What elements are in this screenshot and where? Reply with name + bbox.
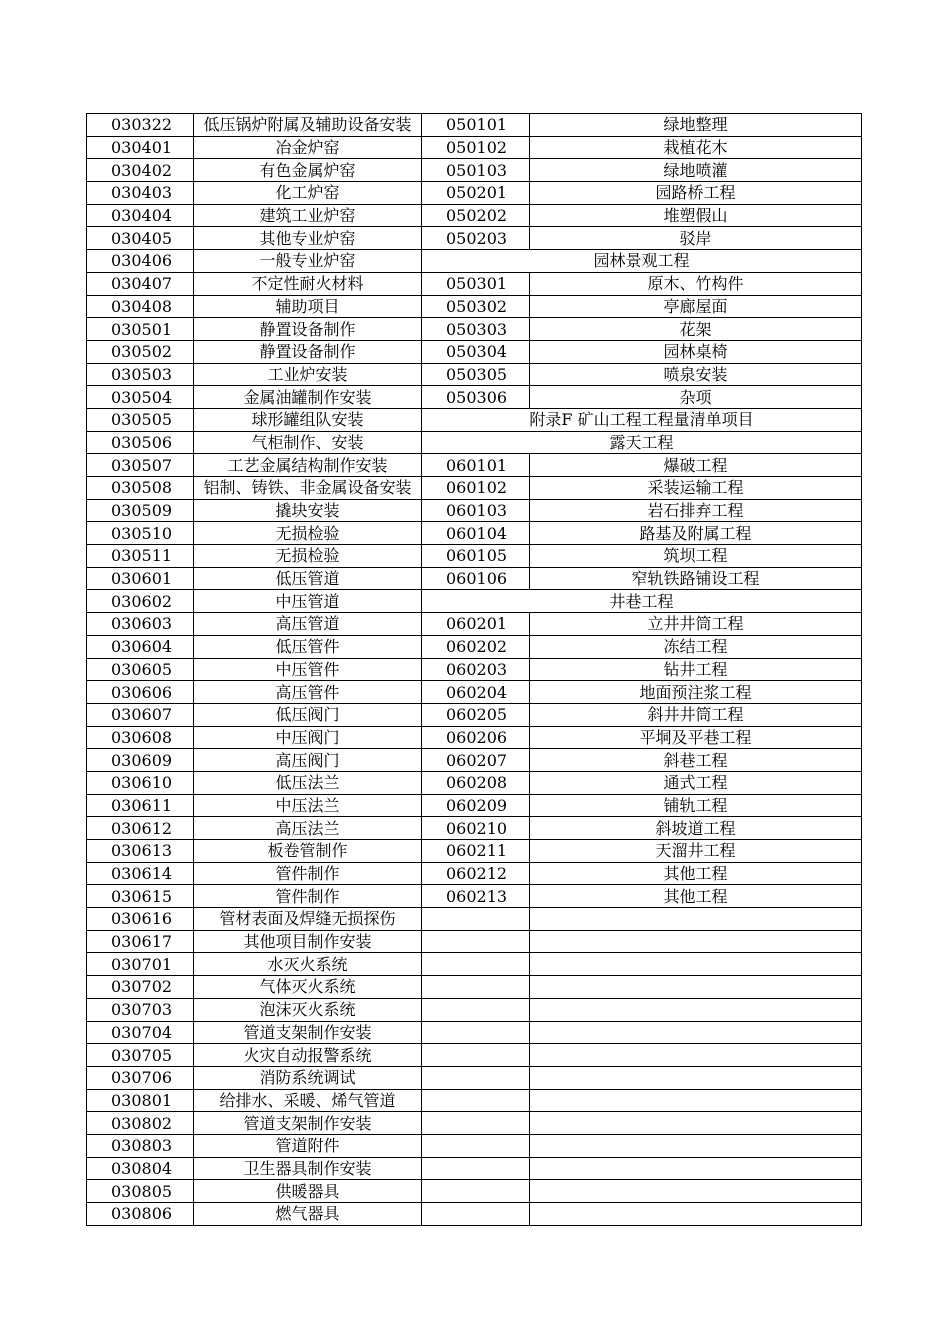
item-name-cell-right[interactable] — [530, 953, 862, 976]
item-code-cell[interactable]: 030806 — [87, 1203, 194, 1226]
table-row — [87, 908, 862, 931]
table-row — [87, 567, 862, 590]
item-name-cell-right[interactable] — [530, 1089, 862, 1112]
table-row — [87, 1089, 862, 1112]
table-row — [87, 681, 862, 704]
item-code-cell-right[interactable]: 060207 — [422, 749, 530, 772]
item-code-cell-right[interactable]: 050102 — [422, 136, 530, 159]
item-code-cell[interactable]: 030505 — [87, 408, 194, 431]
item-name-cell[interactable]: 低压管道 — [194, 567, 422, 590]
item-code-cell[interactable]: 030601 — [87, 567, 194, 590]
item-name-cell[interactable]: 工艺金属结构制作安装 — [194, 454, 422, 477]
item-code-cell[interactable]: 030401 — [87, 136, 194, 159]
item-code-cell-right[interactable]: 060206 — [422, 726, 530, 749]
table-row — [87, 726, 862, 749]
table-row — [87, 386, 862, 409]
item-name-cell[interactable]: 工业炉安装 — [194, 363, 422, 386]
item-name-cell[interactable]: 低压阀门 — [194, 703, 422, 726]
table-row — [87, 363, 862, 386]
item-name-cell[interactable]: 有色金属炉窑 — [194, 159, 422, 182]
item-name-cell-right[interactable]: 窄轨铁路铺设工程 — [530, 567, 862, 590]
item-name-cell[interactable]: 金属油罐制作安装 — [194, 386, 422, 409]
item-name-cell[interactable]: 管件制作 — [194, 885, 422, 908]
item-code-cell-right[interactable]: 050103 — [422, 159, 530, 182]
item-name-cell[interactable]: 消防系统调试 — [194, 1066, 422, 1089]
item-code-cell[interactable]: 030609 — [87, 749, 194, 772]
item-code-cell[interactable]: 030603 — [87, 613, 194, 636]
item-name-cell[interactable]: 管道附件 — [194, 1134, 422, 1157]
item-name-cell-right[interactable]: 天溜井工程 — [530, 840, 862, 863]
item-name-cell-right[interactable]: 栽植花木 — [530, 136, 862, 159]
item-name-cell[interactable]: 静置设备制作 — [194, 340, 422, 363]
item-code-cell-right[interactable]: 050203 — [422, 227, 530, 250]
table-row — [87, 295, 862, 318]
item-code-cell[interactable]: 030703 — [87, 998, 194, 1021]
item-code-cell-right[interactable] — [422, 1089, 530, 1112]
item-name-cell[interactable]: 无损检验 — [194, 545, 422, 568]
item-code-cell[interactable]: 030602 — [87, 590, 194, 613]
item-name-cell[interactable]: 中压管道 — [194, 590, 422, 613]
item-code-cell[interactable]: 030405 — [87, 227, 194, 250]
item-code-cell-right[interactable] — [422, 998, 530, 1021]
item-code-cell[interactable]: 030407 — [87, 272, 194, 295]
item-name-cell-right[interactable] — [530, 1134, 862, 1157]
item-code-cell[interactable]: 030605 — [87, 658, 194, 681]
item-code-cell[interactable]: 030403 — [87, 182, 194, 205]
item-name-cell-right[interactable]: 斜坡道工程 — [530, 817, 862, 840]
item-name-cell-right[interactable] — [530, 908, 862, 931]
item-code-cell-right[interactable]: 050306 — [422, 386, 530, 409]
item-name-cell-right[interactable] — [530, 1180, 862, 1203]
item-code-cell-right[interactable]: 060101 — [422, 454, 530, 477]
item-name-cell-right[interactable] — [530, 998, 862, 1021]
item-name-cell-right[interactable]: 绿地整理 — [530, 114, 862, 137]
item-code-cell[interactable]: 030502 — [87, 340, 194, 363]
item-name-cell[interactable]: 低压锅炉附属及辅助设备安装 — [194, 114, 422, 137]
item-name-cell[interactable]: 撬块安装 — [194, 499, 422, 522]
item-name-cell[interactable]: 建筑工业炉窑 — [194, 204, 422, 227]
item-code-cell-right[interactable] — [422, 1044, 530, 1067]
item-name-cell[interactable]: 管材表面及焊缝无损探伤 — [194, 908, 422, 931]
table-row — [87, 522, 862, 545]
item-name-cell-right[interactable]: 喷泉安装 — [530, 363, 862, 386]
item-name-cell-right[interactable] — [530, 976, 862, 999]
table-row — [87, 159, 862, 182]
item-code-cell[interactable]: 030501 — [87, 318, 194, 341]
table-row — [87, 227, 862, 250]
table-row — [87, 408, 862, 431]
item-code-cell-right[interactable]: 060208 — [422, 771, 530, 794]
table-row — [87, 1180, 862, 1203]
item-name-cell[interactable]: 卫生器具制作安装 — [194, 1157, 422, 1180]
item-code-cell[interactable]: 030503 — [87, 363, 194, 386]
table-row — [87, 613, 862, 636]
item-name-cell[interactable]: 球形罐组队安装 — [194, 408, 422, 431]
item-name-cell[interactable]: 化工炉窑 — [194, 182, 422, 205]
item-code-cell[interactable]: 030611 — [87, 794, 194, 817]
item-name-cell[interactable]: 低压管件 — [194, 635, 422, 658]
item-name-cell[interactable]: 高压法兰 — [194, 817, 422, 840]
item-name-cell[interactable]: 高压管件 — [194, 681, 422, 704]
item-name-cell-right[interactable]: 其他工程 — [530, 862, 862, 885]
item-code-cell[interactable]: 030706 — [87, 1066, 194, 1089]
table-row — [87, 545, 862, 568]
item-name-cell-right[interactable]: 绿地喷灌 — [530, 159, 862, 182]
item-name-cell[interactable]: 辅助项目 — [194, 295, 422, 318]
item-code-cell-right[interactable]: 060205 — [422, 703, 530, 726]
item-code-cell[interactable]: 030612 — [87, 817, 194, 840]
item-code-cell[interactable]: 030701 — [87, 953, 194, 976]
item-code-cell-right[interactable]: 050303 — [422, 318, 530, 341]
item-code-cell-right[interactable]: 060203 — [422, 658, 530, 681]
item-code-cell[interactable]: 030408 — [87, 295, 194, 318]
item-code-cell-right[interactable]: 050302 — [422, 295, 530, 318]
item-name-cell[interactable]: 冶金炉窑 — [194, 136, 422, 159]
item-code-cell-right[interactable]: 060211 — [422, 840, 530, 863]
item-name-cell-right[interactable]: 斜巷工程 — [530, 749, 862, 772]
item-code-cell-right[interactable] — [422, 1157, 530, 1180]
item-code-cell[interactable]: 030322 — [87, 114, 194, 137]
item-name-cell-right[interactable]: 筑坝工程 — [530, 545, 862, 568]
item-name-cell-right[interactable]: 路基及附属工程 — [530, 522, 862, 545]
item-name-cell-right[interactable]: 花架 — [530, 318, 862, 341]
table-row — [87, 658, 862, 681]
item-name-cell-right[interactable]: 园路桥工程 — [530, 182, 862, 205]
item-code-cell-right[interactable] — [422, 953, 530, 976]
item-code-cell[interactable]: 030506 — [87, 431, 194, 454]
item-code-cell-right[interactable]: 060102 — [422, 477, 530, 500]
item-code-cell[interactable]: 030802 — [87, 1112, 194, 1135]
item-name-cell[interactable]: 中压管件 — [194, 658, 422, 681]
item-code-cell-right[interactable] — [422, 1021, 530, 1044]
item-name-cell[interactable]: 高压阀门 — [194, 749, 422, 772]
item-code-cell-right[interactable]: 050201 — [422, 182, 530, 205]
item-name-cell[interactable]: 高压管道 — [194, 613, 422, 636]
item-code-cell[interactable]: 030508 — [87, 477, 194, 500]
item-code-cell[interactable]: 030704 — [87, 1021, 194, 1044]
item-code-cell-right[interactable] — [422, 976, 530, 999]
item-code-cell-right[interactable] — [422, 1112, 530, 1135]
table-row — [87, 930, 862, 953]
item-name-cell-right[interactable] — [530, 1066, 862, 1089]
item-code-cell-right[interactable]: 060103 — [422, 499, 530, 522]
section-heading-cell[interactable]: 露天工程 — [422, 431, 862, 454]
section-heading-cell[interactable]: 附录F 矿山工程工程量清单项目 — [422, 408, 862, 431]
item-code-cell-right[interactable]: 060213 — [422, 885, 530, 908]
item-code-cell[interactable]: 030613 — [87, 840, 194, 863]
item-code-cell-right[interactable] — [422, 1134, 530, 1157]
table-row — [87, 318, 862, 341]
item-code-cell-right[interactable]: 060210 — [422, 817, 530, 840]
table-row — [87, 340, 862, 363]
bill-of-quantities-table — [86, 113, 862, 1226]
item-code-cell[interactable]: 030406 — [87, 250, 194, 273]
item-code-cell-right[interactable]: 060104 — [422, 522, 530, 545]
item-code-cell[interactable]: 030702 — [87, 976, 194, 999]
table-row — [87, 182, 862, 205]
item-name-cell[interactable]: 不定性耐火材料 — [194, 272, 422, 295]
item-code-cell-right[interactable] — [422, 1180, 530, 1203]
item-name-cell[interactable]: 燃气器具 — [194, 1203, 422, 1226]
item-code-cell[interactable]: 030804 — [87, 1157, 194, 1180]
item-code-cell-right[interactable]: 060212 — [422, 862, 530, 885]
item-code-cell[interactable]: 030606 — [87, 681, 194, 704]
section-heading-cell[interactable]: 井巷工程 — [422, 590, 862, 613]
item-code-cell[interactable]: 030402 — [87, 159, 194, 182]
item-code-cell[interactable]: 030604 — [87, 635, 194, 658]
item-name-cell[interactable]: 中压法兰 — [194, 794, 422, 817]
item-code-cell-right[interactable] — [422, 1203, 530, 1226]
item-name-cell-right[interactable]: 冻结工程 — [530, 635, 862, 658]
item-name-cell-right[interactable]: 杂项 — [530, 386, 862, 409]
table-row — [87, 1157, 862, 1180]
table-row — [87, 136, 862, 159]
item-name-cell-right[interactable]: 铺轨工程 — [530, 794, 862, 817]
table-row — [87, 771, 862, 794]
table-row — [87, 953, 862, 976]
item-name-cell[interactable]: 水灭火系统 — [194, 953, 422, 976]
item-name-cell-right[interactable]: 斜井井筒工程 — [530, 703, 862, 726]
table-row — [87, 272, 862, 295]
table-row — [87, 885, 862, 908]
item-name-cell-right[interactable] — [530, 1021, 862, 1044]
item-code-cell[interactable]: 030507 — [87, 454, 194, 477]
item-name-cell[interactable]: 气柜制作、安装 — [194, 431, 422, 454]
table-row — [87, 114, 862, 137]
table-row — [87, 1066, 862, 1089]
item-code-cell-right[interactable] — [422, 930, 530, 953]
item-code-cell[interactable]: 030608 — [87, 726, 194, 749]
item-code-cell-right[interactable]: 050304 — [422, 340, 530, 363]
item-code-cell-right[interactable] — [422, 908, 530, 931]
table-row — [87, 499, 862, 522]
item-name-cell-right[interactable]: 亭廊屋面 — [530, 295, 862, 318]
item-name-cell-right[interactable]: 驳岸 — [530, 227, 862, 250]
item-name-cell-right[interactable]: 通式工程 — [530, 771, 862, 794]
item-name-cell[interactable]: 低压法兰 — [194, 771, 422, 794]
item-name-cell[interactable]: 火灾自动报警系统 — [194, 1044, 422, 1067]
item-name-cell[interactable]: 泡沫灭火系统 — [194, 998, 422, 1021]
table-row — [87, 454, 862, 477]
table-row — [87, 794, 862, 817]
table-row — [87, 1021, 862, 1044]
item-name-cell[interactable]: 其他项目制作安装 — [194, 930, 422, 953]
item-name-cell-right[interactable]: 原木、竹构件 — [530, 272, 862, 295]
item-code-cell[interactable]: 030404 — [87, 204, 194, 227]
item-name-cell-right[interactable]: 爆破工程 — [530, 454, 862, 477]
item-name-cell[interactable]: 管道支架制作安装 — [194, 1021, 422, 1044]
item-name-cell-right[interactable] — [530, 1157, 862, 1180]
item-name-cell-right[interactable]: 平垌及平巷工程 — [530, 726, 862, 749]
item-code-cell[interactable]: 030616 — [87, 908, 194, 931]
item-name-cell-right[interactable]: 园林桌椅 — [530, 340, 862, 363]
section-heading-cell[interactable]: 园林景观工程 — [422, 250, 862, 273]
item-code-cell[interactable]: 030705 — [87, 1044, 194, 1067]
item-name-cell-right[interactable] — [530, 930, 862, 953]
item-code-cell[interactable]: 030607 — [87, 703, 194, 726]
item-name-cell[interactable]: 中压阀门 — [194, 726, 422, 749]
item-code-cell[interactable]: 030610 — [87, 771, 194, 794]
item-name-cell[interactable]: 其他专业炉窑 — [194, 227, 422, 250]
item-code-cell-right[interactable]: 060204 — [422, 681, 530, 704]
table-row — [87, 590, 862, 613]
item-name-cell-right[interactable]: 地面预注浆工程 — [530, 681, 862, 704]
item-code-cell-right[interactable]: 050301 — [422, 272, 530, 295]
table-row — [87, 703, 862, 726]
item-code-cell-right[interactable]: 060209 — [422, 794, 530, 817]
item-name-cell[interactable]: 一般专业炉窑 — [194, 250, 422, 273]
item-code-cell-right[interactable]: 050305 — [422, 363, 530, 386]
item-code-cell-right[interactable]: 060202 — [422, 635, 530, 658]
table-row — [87, 1134, 862, 1157]
item-code-cell[interactable]: 030509 — [87, 499, 194, 522]
item-code-cell-right[interactable] — [422, 1066, 530, 1089]
item-name-cell[interactable]: 静置设备制作 — [194, 318, 422, 341]
item-name-cell[interactable]: 给排水、采暖、烯气管道 — [194, 1089, 422, 1112]
item-code-cell[interactable]: 030803 — [87, 1134, 194, 1157]
table-row — [87, 635, 862, 658]
item-name-cell[interactable]: 管道支架制作安装 — [194, 1112, 422, 1135]
item-code-cell[interactable]: 030801 — [87, 1089, 194, 1112]
item-code-cell-right[interactable]: 060105 — [422, 545, 530, 568]
item-code-cell-right[interactable]: 060201 — [422, 613, 530, 636]
table-body — [87, 114, 862, 1226]
item-code-cell[interactable]: 030510 — [87, 522, 194, 545]
item-name-cell[interactable]: 板卷管制作 — [194, 840, 422, 863]
item-name-cell-right[interactable]: 立井井筒工程 — [530, 613, 862, 636]
table-row — [87, 477, 862, 500]
item-code-cell[interactable]: 030614 — [87, 862, 194, 885]
item-name-cell-right[interactable]: 其他工程 — [530, 885, 862, 908]
table-row — [87, 1044, 862, 1067]
item-name-cell-right[interactable]: 岩石排弃工程 — [530, 499, 862, 522]
item-name-cell[interactable]: 供暖器具 — [194, 1180, 422, 1203]
item-name-cell[interactable]: 铝制、铸铁、非金属设备安装 — [194, 477, 422, 500]
item-code-cell[interactable]: 030805 — [87, 1180, 194, 1203]
table-row — [87, 1112, 862, 1135]
item-code-cell-right[interactable]: 050202 — [422, 204, 530, 227]
item-code-cell-right[interactable]: 050101 — [422, 114, 530, 137]
table-row — [87, 862, 862, 885]
item-name-cell-right[interactable]: 采装运输工程 — [530, 477, 862, 500]
item-code-cell-right[interactable]: 060106 — [422, 567, 530, 590]
item-code-cell[interactable]: 030617 — [87, 930, 194, 953]
item-name-cell[interactable]: 无损检验 — [194, 522, 422, 545]
table-row — [87, 817, 862, 840]
table-row — [87, 1203, 862, 1226]
table-row — [87, 204, 862, 227]
table-row — [87, 749, 862, 772]
table-row — [87, 431, 862, 454]
item-name-cell[interactable]: 管件制作 — [194, 862, 422, 885]
item-code-cell[interactable]: 030511 — [87, 545, 194, 568]
item-code-cell[interactable]: 030504 — [87, 386, 194, 409]
item-name-cell-right[interactable] — [530, 1112, 862, 1135]
item-code-cell[interactable]: 030615 — [87, 885, 194, 908]
item-name-cell-right[interactable]: 钻井工程 — [530, 658, 862, 681]
table-row — [87, 840, 862, 863]
item-name-cell[interactable]: 气体灭火系统 — [194, 976, 422, 999]
table-row — [87, 998, 862, 1021]
item-name-cell-right[interactable] — [530, 1044, 862, 1067]
table-row — [87, 250, 862, 273]
table-row — [87, 976, 862, 999]
item-name-cell-right[interactable] — [530, 1203, 862, 1226]
item-name-cell-right[interactable]: 堆塑假山 — [530, 204, 862, 227]
